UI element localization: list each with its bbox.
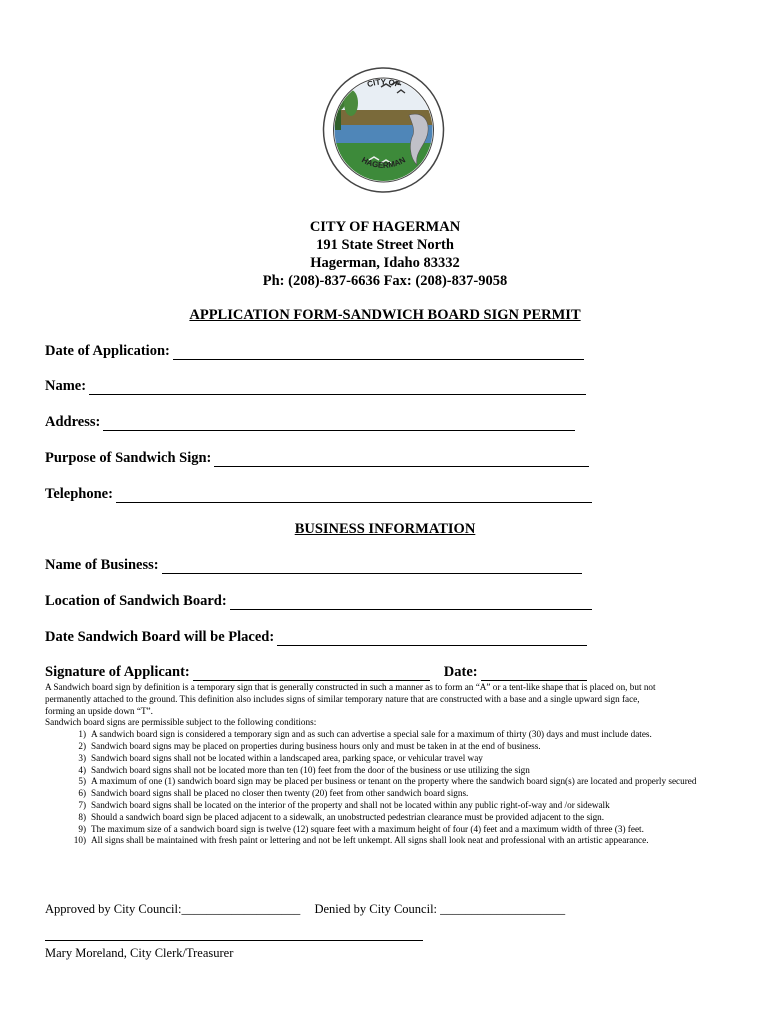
business-name-label: Name of Business:: [45, 557, 159, 573]
definition-text: [45, 682, 735, 847]
address-line[interactable]: [103, 418, 575, 431]
clerk-name: Mary Moreland, City Clerk/Treasurer: [45, 946, 234, 960]
approved-by-council: Approved by City Council:___________________: [45, 902, 301, 916]
name-field[interactable]: [45, 378, 586, 395]
definition-line-3: forming an upside down “T”.: [45, 705, 153, 716]
purpose-line[interactable]: [214, 454, 589, 467]
signature-date-line[interactable]: [481, 668, 587, 681]
clerk-signature-line[interactable]: [45, 940, 423, 941]
location-label: Location of Sandwich Board:: [45, 593, 227, 609]
signature-date-label: Date:: [443, 664, 478, 680]
location-field[interactable]: [45, 593, 592, 610]
header-street: 191 State Street North: [316, 237, 454, 253]
form-title: APPLICATION FORM-SANDWICH BOARD SIGN PERMIT: [189, 307, 581, 323]
address-field[interactable]: [45, 414, 575, 431]
telephone-field[interactable]: [45, 486, 592, 503]
location-line[interactable]: [230, 597, 592, 610]
business-info-heading: BUSINESS INFORMATION: [294, 521, 476, 537]
date-placed-line[interactable]: [277, 633, 587, 646]
date-of-application-field[interactable]: [45, 343, 584, 360]
condition-item: 6) Sandwich board signs shall be placed no closer then twenty (20) feet from other sandwich board signs.: [78, 788, 469, 799]
seal-bottom-text: HAGERMAN: [360, 155, 407, 170]
city-header: [0, 218, 770, 290]
telephone-label: Telephone:: [45, 486, 113, 502]
signature-label: Signature of Applicant:: [45, 664, 190, 680]
seal-top-text: CITY OF: [366, 77, 402, 90]
name-line[interactable]: [89, 382, 586, 395]
date-placed-label: Date Sandwich Board will be Placed:: [45, 629, 275, 645]
condition-item: 10) All signs shall be maintained with fresh paint or lettering and not be left unkempt. All signs shall look neat and professional with an artistic appearance.: [73, 835, 649, 846]
signature-line[interactable]: [193, 668, 430, 681]
date-of-application-line[interactable]: [173, 347, 584, 360]
council-approval: [45, 902, 565, 917]
business-name-line[interactable]: [162, 561, 582, 574]
condition-item: 4) Sandwich board signs shall not be located more than ten (10) feet from the door of the business or use utilizing the sign: [78, 764, 530, 775]
header-city-state: Hagerman, Idaho 83332: [310, 255, 460, 271]
denied-by-council: Denied by City Council: ____________________: [314, 902, 566, 916]
city-seal-logo: [321, 65, 446, 195]
condition-item: 3) Sandwich board signs shall not be located within a landscaped area, parking space, or vehicular travel way: [78, 752, 483, 763]
condition-item: 5) A maximum of one (1) sandwich board sign may be placed per business or tenant on the property where the sandwich board sign(s) are located and properly secured: [78, 776, 697, 787]
conditions-intro: Sandwich board signs are permissible subject to the following conditions:: [45, 717, 317, 728]
purpose-label: Purpose of Sandwich Sign:: [45, 450, 212, 466]
conditions-list: [45, 729, 735, 847]
condition-item: 2) Sandwich board signs may be placed on properties during business hours only and must be taken in at the end of business.: [78, 740, 541, 751]
definition-line-1: A Sandwich board sign by definition is a temporary sign that is generally constructed in such a manner as to form an “A” or a tent-like shape that is placed on, but not: [45, 682, 656, 692]
address-label: Address:: [45, 414, 101, 430]
business-name-field[interactable]: [45, 557, 582, 574]
condition-item: 1) A sandwich board sign is considered a temporary sign and as such can advertise a special sale for a maximum of thirty (30) days and must include dates.: [78, 729, 652, 740]
date-placed-field[interactable]: [45, 629, 587, 646]
name-label: Name:: [45, 378, 87, 394]
definition-line-2: permanently attached to the ground. This definition also includes signs of similar temporary nature that are constructed with a base and a single upward sign face,: [45, 693, 640, 704]
date-of-application-label: Date of Application:: [45, 343, 170, 359]
purpose-field[interactable]: [45, 450, 589, 467]
telephone-line[interactable]: [116, 490, 592, 503]
signature-field[interactable]: [45, 664, 587, 681]
condition-item: 9) The maximum size of a sandwich board sign is twelve (12) square feet with a maximum height of four (4) feet and a maximum width of three (3) feet.: [78, 823, 644, 834]
condition-item: 8) Should a sandwich board sign be placed adjacent to a sidewalk, an unobstructed pedestrian clearance must be provided adjacent to the sign.: [78, 811, 605, 822]
header-phone-fax: Ph: (208)-837-6636 Fax: (208)-837-9058: [262, 273, 508, 289]
condition-item: 7) Sandwich board signs shall be located on the interior of the property and shall not be located within any public right-of-way and /or sidewalk: [78, 799, 610, 810]
header-city-name: CITY OF HAGERMAN: [309, 219, 461, 235]
